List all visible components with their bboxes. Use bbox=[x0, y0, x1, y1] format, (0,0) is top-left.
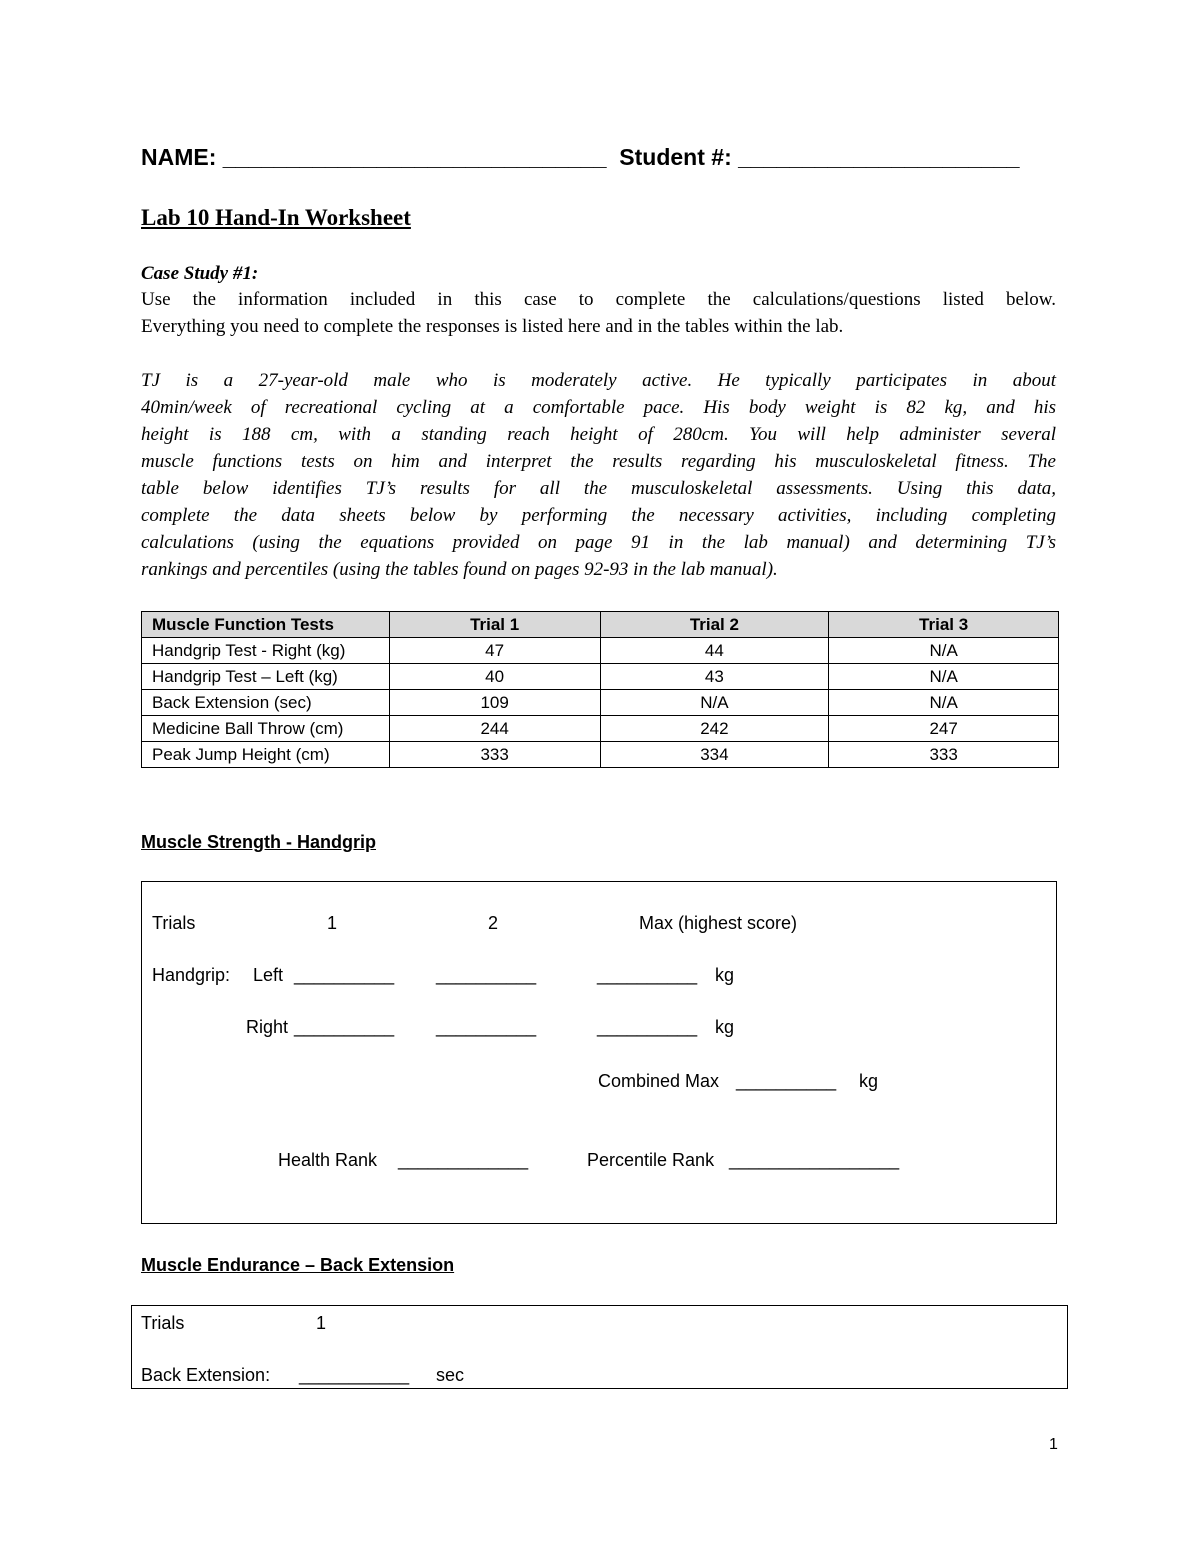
intro-line: Use the information included in this case to complete the calculations/questions listed below. bbox=[141, 289, 1056, 310]
table-header-row bbox=[142, 612, 1059, 638]
table-cell: N/A bbox=[829, 638, 1059, 664]
handgrip-label: Handgrip: bbox=[152, 965, 231, 985]
case-description-line: 40min/week of recreational cycling at a comfortable pace. His body weight is 82 kg, and his bbox=[141, 397, 1056, 418]
back-extension-data-box bbox=[131, 1305, 1068, 1389]
table-cell: Handgrip Test - Right (kg) bbox=[142, 638, 390, 664]
kg-unit: kg bbox=[859, 1071, 879, 1091]
case-description-line: TJ is a 27-year-old male who is moderately active. He typically participates in about bbox=[141, 370, 1056, 391]
column-header: Trial 2 bbox=[600, 612, 829, 638]
table-cell: 333 bbox=[829, 742, 1059, 768]
max-label: Max (highest score) bbox=[639, 913, 798, 933]
table-cell: N/A bbox=[600, 690, 829, 716]
kg-unit: kg bbox=[715, 965, 735, 985]
back-extension-blank[interactable]: ___________ bbox=[299, 1365, 410, 1385]
left-trial-1-blank[interactable]: __________ bbox=[294, 965, 395, 985]
handgrip-data-box bbox=[141, 881, 1057, 1224]
right-max-blank[interactable]: __________ bbox=[597, 1017, 698, 1037]
results-table bbox=[141, 611, 1059, 768]
table-cell: 47 bbox=[389, 638, 600, 664]
case-study-heading: Case Study #1: bbox=[141, 263, 259, 284]
table-cell: Handgrip Test – Left (kg) bbox=[142, 664, 390, 690]
back-extension-label: Back Extension: bbox=[141, 1365, 271, 1385]
case-description-line: table below identifies TJ’s results for all the musculoskeletal assessments. Using this data, bbox=[141, 478, 1056, 499]
right-label: Right bbox=[246, 1017, 289, 1037]
right-trial-2-blank[interactable]: __________ bbox=[436, 1017, 537, 1037]
case-description-line: height is 188 cm, with a standing reach height of 280cm. You will help administer several bbox=[141, 424, 1056, 445]
table-cell: 44 bbox=[600, 638, 829, 664]
trials-label: Trials bbox=[141, 1313, 185, 1333]
table-cell: 334 bbox=[600, 742, 829, 768]
table-row bbox=[142, 716, 1059, 742]
column-header: Trial 3 bbox=[829, 612, 1059, 638]
combined-max-blank[interactable]: __________ bbox=[736, 1071, 837, 1091]
trial-1-label: 1 bbox=[327, 913, 338, 933]
left-max-blank[interactable]: __________ bbox=[597, 965, 698, 985]
table-cell: 109 bbox=[389, 690, 600, 716]
table-cell: 244 bbox=[389, 716, 600, 742]
percentile-rank-blank[interactable]: _________________ bbox=[729, 1150, 900, 1170]
percentile-rank-label: Percentile Rank bbox=[587, 1150, 715, 1170]
table-cell: N/A bbox=[829, 664, 1059, 690]
page-number: 1 bbox=[1049, 1436, 1058, 1453]
case-description-line: complete the data sheets below by performing the necessary activities, including completing bbox=[141, 505, 1056, 526]
intro-line: Everything you need to complete the responses is listed here and in the tables within the lab. bbox=[141, 316, 844, 337]
table-cell: 40 bbox=[389, 664, 600, 690]
page-title: Lab 10 Hand-In Worksheet bbox=[141, 205, 411, 230]
health-rank-blank[interactable]: _____________ bbox=[398, 1150, 529, 1170]
table-cell: Medicine Ball Throw (cm) bbox=[142, 716, 390, 742]
handgrip-section-title: Muscle Strength - Handgrip bbox=[141, 832, 377, 852]
table-row bbox=[142, 664, 1059, 690]
name-student-line: NAME: ______________________________ Student #: ______________________ bbox=[141, 144, 1020, 170]
table-cell: 242 bbox=[600, 716, 829, 742]
table-cell: Peak Jump Height (cm) bbox=[142, 742, 390, 768]
table-cell: 333 bbox=[389, 742, 600, 768]
table-cell: 247 bbox=[829, 716, 1059, 742]
left-trial-2-blank[interactable]: __________ bbox=[436, 965, 537, 985]
combined-max-label: Combined Max bbox=[598, 1071, 720, 1091]
sec-unit: sec bbox=[436, 1365, 465, 1385]
left-label: Left bbox=[253, 965, 284, 985]
case-description-line: calculations (using the equations provided on page 91 in the lab manual) and determining TJ’s bbox=[141, 532, 1056, 553]
table-cell: 43 bbox=[600, 664, 829, 690]
kg-unit: kg bbox=[715, 1017, 735, 1037]
table-row bbox=[142, 742, 1059, 768]
trial-2-label: 2 bbox=[488, 913, 499, 933]
table-cell: N/A bbox=[829, 690, 1059, 716]
case-description-line: rankings and percentiles (using the tables found on pages 92-93 in the lab manual). bbox=[141, 559, 778, 580]
trials-label: Trials bbox=[152, 913, 196, 933]
right-trial-1-blank[interactable]: __________ bbox=[294, 1017, 395, 1037]
back-extension-section-title: Muscle Endurance – Back Extension bbox=[141, 1255, 455, 1275]
table-row bbox=[142, 690, 1059, 716]
trial-1-label: 1 bbox=[316, 1313, 327, 1333]
case-description-line: muscle functions tests on him and interpret the results regarding his musculoskeletal fitness. The bbox=[141, 451, 1056, 472]
health-rank-label: Health Rank bbox=[278, 1150, 378, 1170]
table-cell: Back Extension (sec) bbox=[142, 690, 390, 716]
column-header: Muscle Function Tests bbox=[142, 612, 390, 638]
column-header: Trial 1 bbox=[389, 612, 600, 638]
table-row bbox=[142, 638, 1059, 664]
